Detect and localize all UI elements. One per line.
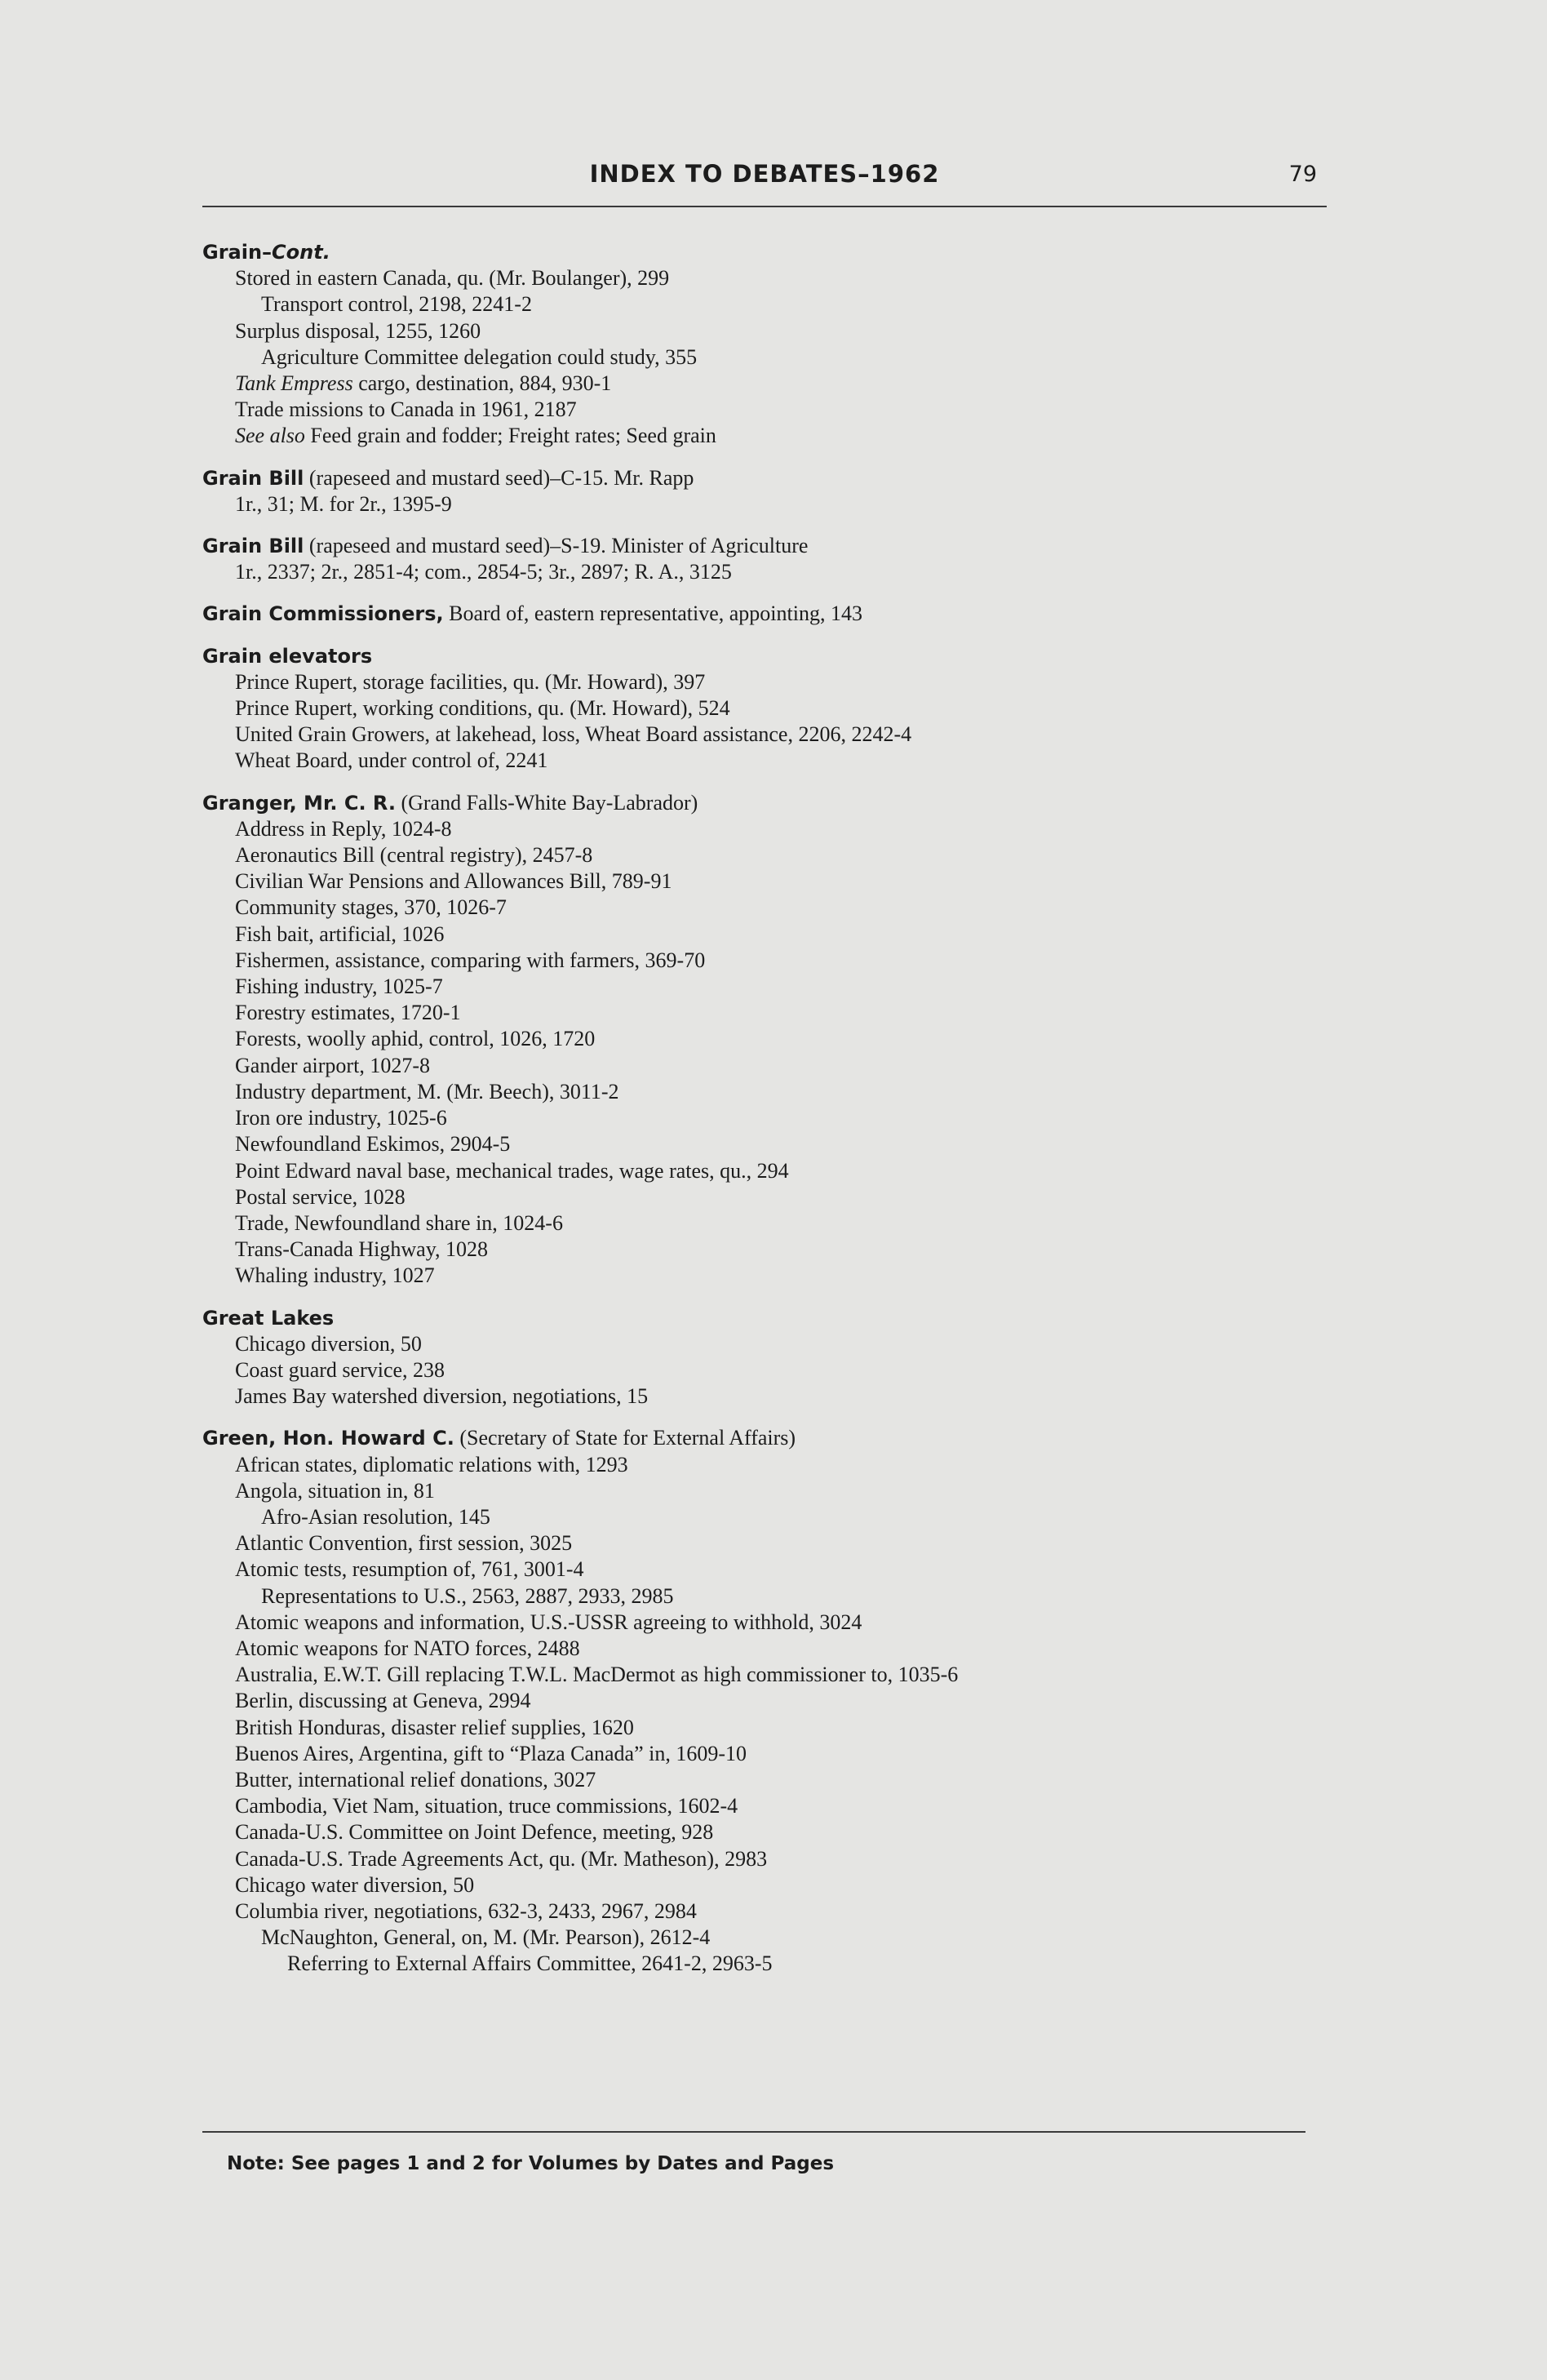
subentry-line <box>202 1662 1345 1688</box>
subentry-line <box>202 948 1345 974</box>
entry-heading-line <box>202 239 1345 265</box>
subentry-text: Atlantic Convention, first session, 3025 <box>235 1531 573 1556</box>
entry-heading: Grain Bill <box>202 535 304 558</box>
entry-heading: Grain Bill <box>202 466 304 490</box>
subentry-text: Prince Rupert, storage facilities, qu. (Mr. Howard), 397 <box>235 669 706 694</box>
entry-heading-line <box>202 601 1345 627</box>
subentry-text: African states, diplomatic relations with, 1293 <box>235 1452 628 1476</box>
header-rule <box>202 206 1327 207</box>
entry-heading-detail: (Grand Falls-White Bay-Labrador) <box>395 790 698 815</box>
subentry-line <box>202 1636 1345 1662</box>
subentry-line <box>202 1872 1345 1898</box>
index-entry <box>202 1425 1345 1977</box>
subentry-text: Cambodia, Viet Nam, situation, truce commissions, 1602-4 <box>235 1794 738 1818</box>
subentry-line <box>202 1767 1345 1793</box>
entry-heading-line <box>202 465 1345 491</box>
entry-heading: Granger, Mr. C. R. <box>202 791 396 815</box>
entry-heading-line <box>202 533 1345 559</box>
entry-heading: Green, Hon. Howard C. <box>202 1427 454 1450</box>
subentry-line <box>202 1237 1345 1263</box>
subentry-line <box>202 1741 1345 1767</box>
subentry-text: Postal service, 1028 <box>235 1184 406 1209</box>
subentry-line <box>202 1210 1345 1237</box>
subentry-line <box>202 371 1345 397</box>
subentry-text: Surplus disposal, 1255, 1260 <box>235 318 481 343</box>
subentry-line <box>202 291 1345 317</box>
subentry-line <box>202 1331 1345 1357</box>
subentry-text: McNaughton, General, on, M. (Mr. Pearson), 2612-4 <box>261 1925 711 1950</box>
subentry-text: Fishermen, assistance, comparing with farmers, 369-70 <box>235 948 706 972</box>
subentry-line <box>202 1530 1345 1556</box>
subentry-line <box>202 748 1345 774</box>
subentry-line <box>202 491 1345 517</box>
subentry-text: 1r., 2337; 2r., 2851-4; com., 2854-5; 3r., 2897; R. A., 3125 <box>235 560 732 584</box>
subentry-line <box>202 974 1345 1000</box>
subentry-line <box>202 1610 1345 1636</box>
index-entries <box>202 239 1345 1993</box>
subentry-line <box>202 868 1345 895</box>
entry-heading-line <box>202 1425 1345 1451</box>
subentry-text: Canada-U.S. Committee on Joint Defence, meeting, 928 <box>235 1820 714 1845</box>
subentry-text: Columbia river, negotiations, 632-3, 2433, 2967, 2984 <box>235 1898 697 1923</box>
subentry-line <box>202 1556 1345 1583</box>
subentry-line <box>202 722 1345 748</box>
entry-heading-detail: Board of, eastern representative, appointing, 143 <box>443 602 862 626</box>
subentry-line <box>202 1131 1345 1157</box>
subentry-line <box>202 1478 1345 1504</box>
subentry-text: Trade missions to Canada in 1961, 2187 <box>235 397 577 422</box>
subentry-text: Transport control, 2198, 2241-2 <box>261 292 532 317</box>
subentry-text: Canada-U.S. Trade Agreements Act, qu. (Mr. Matheson), 2983 <box>235 1846 768 1871</box>
subentry-text: Trade, Newfoundland share in, 1024-6 <box>235 1210 563 1235</box>
index-entry <box>202 1305 1345 1410</box>
subentry-line <box>202 1452 1345 1478</box>
subentry-line <box>202 397 1345 423</box>
subentry-line <box>202 895 1345 921</box>
subentry-line <box>202 1925 1345 1951</box>
subentry-text: Forestry estimates, 1720-1 <box>235 1001 461 1025</box>
subentry-line <box>202 1053 1345 1079</box>
subentry-text: Point Edward naval base, mechanical trades, wage rates, qu., 294 <box>235 1158 789 1183</box>
index-entry <box>202 601 1345 627</box>
subentry-line <box>202 1688 1345 1714</box>
subentry-text: Buenos Aires, Argentina, gift to “Plaza Canada” in, 1609-10 <box>235 1741 747 1765</box>
entry-heading-detail: (Secretary of State for External Affairs) <box>454 1426 796 1450</box>
entry-heading-line <box>202 790 1345 816</box>
subentry-text: Prince Rupert, working conditions, qu. (Mr. Howard), 524 <box>235 696 730 721</box>
subentry-text: Fishing industry, 1025-7 <box>235 975 443 999</box>
subentry-text: Industry department, M. (Mr. Beech), 3011-2 <box>235 1079 619 1103</box>
subentry-line <box>202 265 1345 291</box>
subentry-text: Feed grain and fodder; Freight rates; Seed grain <box>304 424 716 448</box>
subentry-line <box>202 1026 1345 1052</box>
subentry-line <box>202 1158 1345 1184</box>
subentry-line <box>202 1000 1345 1026</box>
subentry-text: Representations to U.S., 2563, 2887, 2933, 2985 <box>261 1583 674 1608</box>
subentry-text: Gander airport, 1027-8 <box>235 1053 430 1077</box>
subentry-text: Chicago water diversion, 50 <box>235 1872 475 1897</box>
subentry-text: Coast guard service, 238 <box>235 1357 445 1382</box>
subentry-line <box>202 1504 1345 1530</box>
subentry-italic: See also <box>235 424 305 448</box>
subentry-line <box>202 1819 1345 1845</box>
subentry-line <box>202 1105 1345 1131</box>
subentry-line <box>202 816 1345 842</box>
subentry-line <box>202 669 1345 695</box>
subentry-line <box>202 1184 1345 1210</box>
subentry-text: Agriculture Committee delegation could study, 355 <box>261 344 698 369</box>
subentry-line <box>202 1715 1345 1741</box>
subentry-text: British Honduras, disaster relief supplies, 1620 <box>235 1715 634 1739</box>
subentry-line <box>202 559 1345 585</box>
entry-heading-suffix: Cont. <box>272 241 330 264</box>
subentry-text: Stored in eastern Canada, qu. (Mr. Boulanger), 299 <box>235 266 670 291</box>
subentry-line <box>202 1951 1345 1977</box>
subentry-text: Atomic tests, resumption of, 761, 3001-4 <box>235 1557 584 1582</box>
subentry-text: Civilian War Pensions and Allowances Bill, 789-91 <box>235 869 672 894</box>
subentry-line <box>202 423 1345 449</box>
subentry-line <box>202 1079 1345 1105</box>
subentry-text: Berlin, discussing at Geneva, 2994 <box>235 1689 531 1713</box>
subentry-line <box>202 344 1345 371</box>
index-entry <box>202 790 1345 1290</box>
entry-heading: Great Lakes <box>202 1306 335 1330</box>
subentry-line <box>202 1357 1345 1383</box>
subentry-text: Iron ore industry, 1025-6 <box>235 1106 447 1130</box>
subentry-text: 1r., 31; M. for 2r., 1395-9 <box>235 491 452 516</box>
entry-heading-detail: (rapeseed and mustard seed)–S-19. Minister of Agriculture <box>304 534 809 558</box>
subentry-text: Referring to External Affairs Committee, 2641-2, 2963-5 <box>287 1952 773 1976</box>
entry-heading: Grain elevators <box>202 644 373 668</box>
entry-heading: Grain– <box>202 241 273 264</box>
entry-heading-line <box>202 643 1345 669</box>
index-entry <box>202 465 1345 517</box>
subentry-text: cargo, destination, 884, 930-1 <box>352 371 612 396</box>
subentry-text: Chicago diversion, 50 <box>235 1331 422 1356</box>
subentry-text: Butter, international relief donations, 3027 <box>235 1767 596 1792</box>
subentry-text: Whaling industry, 1027 <box>235 1263 435 1288</box>
index-entry <box>202 239 1345 450</box>
subentry-text: Newfoundland Eskimos, 2904-5 <box>235 1132 511 1157</box>
subentry-text: United Grain Growers, at lakehead, loss, Wheat Board assistance, 2206, 2242-4 <box>235 722 912 747</box>
page-header <box>202 160 1327 201</box>
subentry-text: Aeronautics Bill (central registry), 2457-8 <box>235 843 593 868</box>
subentry-line <box>202 842 1345 868</box>
subentry-text: Trans-Canada Highway, 1028 <box>235 1237 489 1262</box>
subentry-line <box>202 1846 1345 1872</box>
subentry-text: Atomic weapons and information, U.S.-USSR agreeing to withhold, 3024 <box>235 1610 862 1634</box>
page-number: 79 <box>1288 162 1317 187</box>
subentry-text: Forests, woolly aphid, control, 1026, 1720 <box>235 1027 596 1051</box>
subentry-text: Australia, E.W.T. Gill replacing T.W.L. MacDermot as high commissioner to, 1035-6 <box>235 1663 959 1687</box>
entry-heading: Grain Commissioners, <box>202 602 444 626</box>
subentry-line <box>202 1793 1345 1819</box>
subentry-text: James Bay watershed diversion, negotiations, 15 <box>235 1384 649 1409</box>
subentry-line <box>202 1383 1345 1410</box>
subentry-text: Address in Reply, 1024-8 <box>235 816 452 841</box>
footer-note: Note: See pages 1 and 2 for Volumes by Dates and Pages <box>227 2153 835 2174</box>
subentry-italic: Tank Empress <box>235 371 353 396</box>
entry-heading-line <box>202 1305 1345 1331</box>
subentry-line <box>202 1583 1345 1610</box>
subentry-text: Wheat Board, under control of, 2241 <box>235 748 548 773</box>
index-entry <box>202 643 1345 775</box>
subentry-line <box>202 1263 1345 1289</box>
subentry-line <box>202 318 1345 344</box>
index-entry <box>202 533 1345 585</box>
subentry-line <box>202 1898 1345 1925</box>
subentry-line <box>202 921 1345 948</box>
subentry-text: Atomic weapons for NATO forces, 2488 <box>235 1636 580 1660</box>
page-title: INDEX TO DEBATES–1962 <box>589 160 940 188</box>
entry-heading-detail: (rapeseed and mustard seed)–C-15. Mr. Rapp <box>304 465 694 490</box>
subentry-text: Fish bait, artificial, 1026 <box>235 921 445 946</box>
subentry-text: Community stages, 370, 1026-7 <box>235 895 507 920</box>
footer-rule <box>202 2131 1305 2133</box>
subentry-text: Angola, situation in, 81 <box>235 1478 435 1503</box>
subentry-line <box>202 695 1345 722</box>
subentry-text: Afro-Asian resolution, 145 <box>261 1504 490 1529</box>
